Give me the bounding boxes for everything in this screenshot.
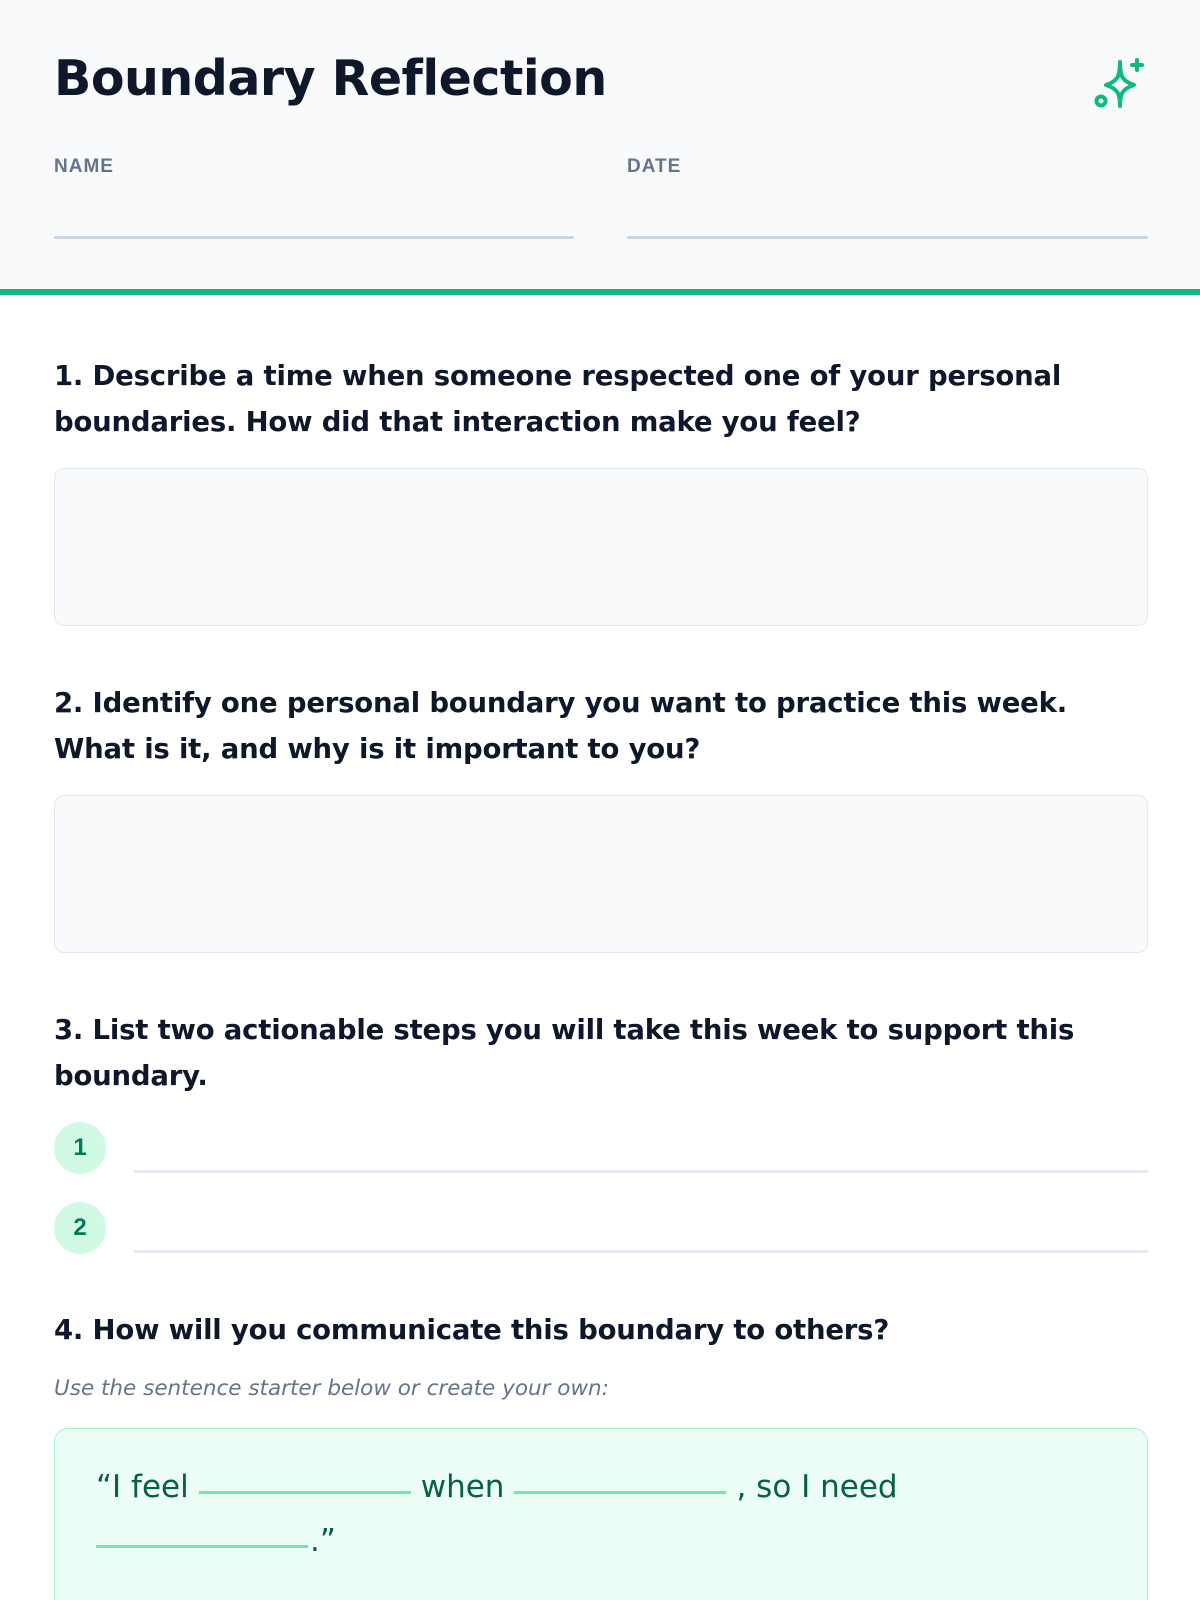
sentence-starter-hint: Use the sentence starter below or create your own: xyxy=(54,1376,609,1401)
worksheet-header xyxy=(0,0,1200,295)
step-number-badge: 1 xyxy=(54,1122,106,1174)
name-label: NAME xyxy=(54,156,114,177)
question-4: 4. How will you communicate this boundary to others? xyxy=(54,1314,890,1346)
starter-text-need: , so I need xyxy=(736,1469,898,1505)
date-field[interactable] xyxy=(627,236,1148,239)
feeling-blank[interactable] xyxy=(199,1491,411,1494)
answer-box-1[interactable] xyxy=(54,468,1148,626)
sparkle-icon xyxy=(1093,56,1149,112)
need-blank[interactable] xyxy=(96,1545,308,1548)
answer-box-2[interactable] xyxy=(54,795,1148,953)
starter-text-end: .” xyxy=(310,1523,336,1559)
step-2-answer-line[interactable] xyxy=(134,1250,1148,1253)
step-number-badge: 2 xyxy=(54,1202,106,1254)
starter-text-when: when xyxy=(420,1469,505,1505)
date-label: DATE xyxy=(627,156,682,177)
starter-text-feel: “I feel xyxy=(96,1469,189,1505)
question-3: 3. List two actionable steps you will take this week to support this boundary. xyxy=(54,1014,1075,1092)
sentence-starter-line-1 xyxy=(96,1469,898,1505)
page-title: Boundary Reflection xyxy=(54,50,607,107)
name-field[interactable] xyxy=(54,236,574,239)
sentence-starter-line-2 xyxy=(96,1523,336,1559)
sentence-starter-box xyxy=(54,1428,1148,1600)
question-2: 2. Identify one personal boundary you want to practice this week. What is it, and why is it important to you? xyxy=(54,687,1067,765)
situation-blank[interactable] xyxy=(514,1491,726,1494)
step-1-answer-line[interactable] xyxy=(134,1170,1148,1173)
question-1: 1. Describe a time when someone respected one of your personal boundaries. How did that interaction make you feel? xyxy=(54,360,1062,438)
